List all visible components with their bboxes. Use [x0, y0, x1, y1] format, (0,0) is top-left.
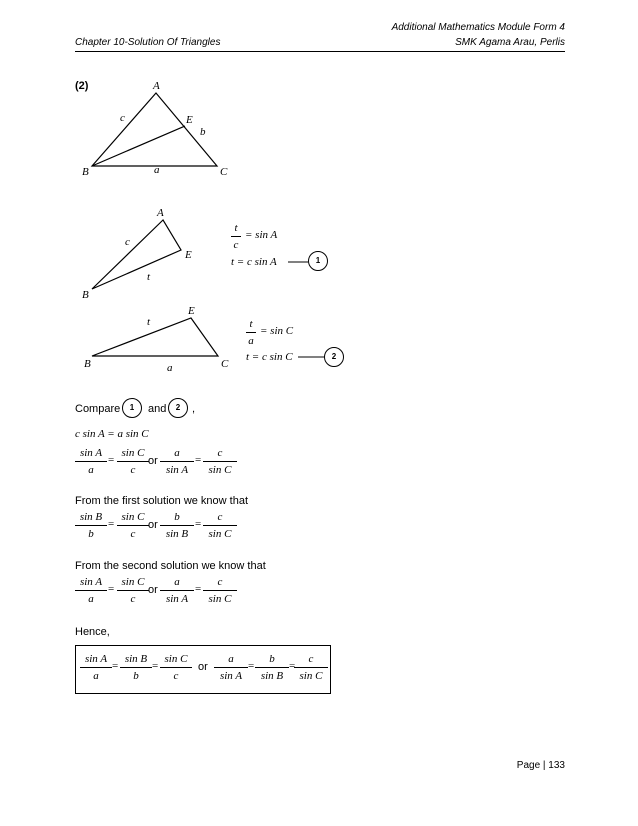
- box-frac-c-sinC: c sin C: [294, 652, 328, 683]
- row1-frac-sinA-a: sin A a: [75, 446, 107, 477]
- figure-3-triangle: [92, 318, 218, 356]
- hence-text: Hence,: [75, 626, 110, 638]
- fig3-side-a: a: [167, 362, 173, 374]
- row2-equals-1: =: [108, 518, 115, 530]
- box-frac-b-sinB: b sin B: [255, 652, 289, 683]
- row3-frac-a-sinA: a sin A: [160, 575, 194, 606]
- fig2-eq1-rhs: = sin A: [245, 229, 278, 241]
- section-label: (2): [75, 80, 89, 92]
- figure-1-triangle: [92, 93, 217, 166]
- compare-marker-2: 2: [168, 398, 188, 418]
- fig2-vertex-A: A: [157, 207, 164, 219]
- row1-equals-1: =: [108, 454, 115, 466]
- result-equation: c sin A = a sin C: [75, 428, 149, 440]
- fig3-eq2: t = c sin C: [246, 351, 293, 363]
- school-name: SMK Agama Arau, Perlis: [455, 37, 565, 48]
- box-equals-2: =: [152, 660, 159, 672]
- box-equals-3: =: [248, 660, 255, 672]
- fig3-point-E: E: [188, 305, 195, 317]
- row1-frac-sinC-c: sin C c: [117, 446, 149, 477]
- row1-equals-2: =: [195, 454, 202, 466]
- box-or: or: [198, 661, 208, 673]
- fig1-vertex-C: C: [220, 166, 228, 178]
- fig3-segment-t: t: [147, 316, 151, 328]
- fig3-fraction-t-over-a: t a: [246, 317, 256, 348]
- box-equals-4: =: [289, 660, 296, 672]
- fig1-point-E: E: [186, 114, 193, 126]
- compare-marker-1: 1: [122, 398, 142, 418]
- fig2-vertex-B: B: [82, 289, 89, 301]
- row3-equals-2: =: [195, 583, 202, 595]
- fig2-fraction-t-over-c: t c: [231, 221, 241, 252]
- row2-frac-c-sinC: c sin C: [203, 510, 237, 541]
- compare-label: Compare: [75, 403, 121, 415]
- fig3-vertex-B: B: [84, 358, 91, 370]
- fig1-side-b: b: [200, 126, 206, 138]
- row3-equals-1: =: [108, 583, 115, 595]
- box-frac-sinA-a: sin A a: [80, 652, 112, 683]
- box-frac-sinC-c: sin C c: [160, 652, 192, 683]
- first-solution-text: From the first solution we know that: [75, 495, 249, 507]
- fig1-vertex-A: A: [153, 80, 160, 92]
- page-number: Page | 133: [516, 760, 565, 771]
- fig2-side-c: c: [125, 236, 130, 248]
- fig2-segment-t: t: [147, 271, 151, 283]
- box-frac-a-sinA: a sin A: [214, 652, 248, 683]
- box-frac-sinB-b: sin B b: [120, 652, 152, 683]
- fig3-vertex-C: C: [221, 358, 229, 370]
- chapter-title: Chapter 10-Solution Of Triangles: [75, 37, 221, 48]
- fig3-eq1-rhs: = sin C: [260, 325, 294, 337]
- marker-circle-1: 1: [308, 251, 328, 271]
- module-title: Additional Mathematics Module Form 4: [391, 22, 565, 33]
- fig1-vertex-B: B: [82, 166, 89, 178]
- fig1-side-a: a: [154, 164, 160, 176]
- row3-frac-sinA-a: sin A a: [75, 575, 107, 606]
- row1-frac-a-sinA: a sin A: [160, 446, 194, 477]
- fig2-point-E: E: [185, 249, 192, 261]
- row2-frac-sinC-c: sin C c: [117, 510, 149, 541]
- second-solution-text: From the second solution we know that: [75, 560, 266, 572]
- row2-frac-sinB-b: sin B b: [75, 510, 107, 541]
- marker-circle-2: 2: [324, 347, 344, 367]
- box-equals-1: =: [112, 660, 119, 672]
- row3-or: or: [148, 584, 158, 596]
- row2-equals-2: =: [195, 518, 202, 530]
- compare-and: and: [148, 403, 167, 415]
- fig2-eq2: t = c sin A: [231, 256, 277, 268]
- figure-2-triangle: [92, 220, 181, 289]
- row1-or: or: [148, 455, 158, 467]
- compare-suffix: ,: [192, 403, 196, 415]
- row3-frac-sinC-c: sin C c: [117, 575, 149, 606]
- row3-frac-c-sinC: c sin C: [203, 575, 237, 606]
- fig1-side-c: c: [120, 112, 125, 124]
- row1-frac-c-sinC: c sin C: [203, 446, 237, 477]
- row2-or: or: [148, 519, 158, 531]
- row2-frac-b-sinB: b sin B: [160, 510, 194, 541]
